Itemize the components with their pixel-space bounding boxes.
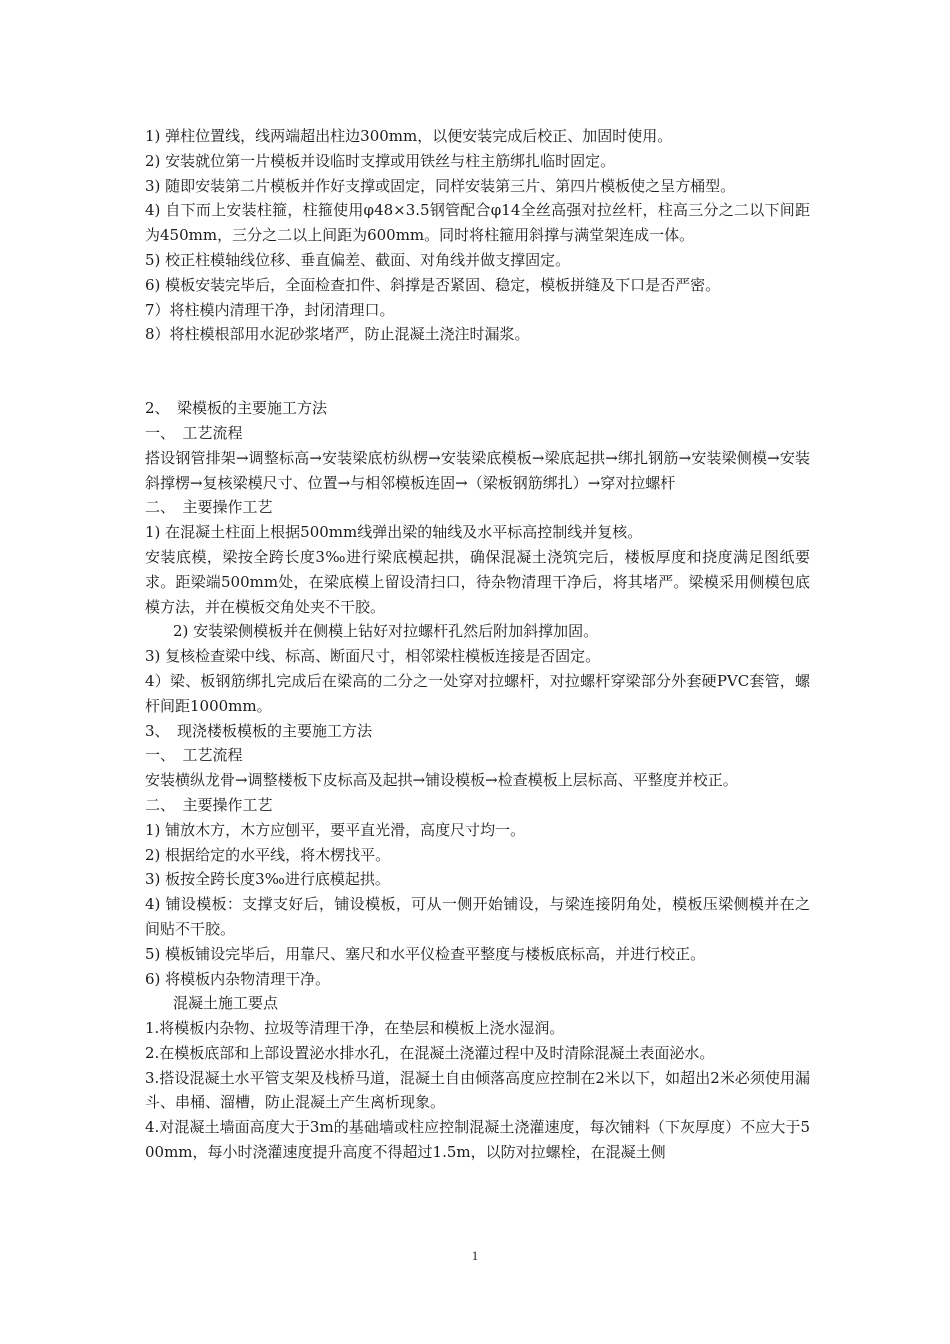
- column-step-1: 1) 弹柱位置线，线两端超出柱边300mm，以便安装完成后校正、加固时使用。: [145, 127, 673, 145]
- section-3-heading: 3、 现浇楼板模板的主要施工方法: [145, 721, 373, 740]
- column-step-3: 3) 随即安装第二片模板并作好支撑或固定，同样安装第三片、第四片模板使之呈方桶型。: [145, 176, 736, 195]
- column-step-2: 2) 安装就位第一片模板并设临时支撑或用铁丝与柱主筋绑扎临时固定。: [145, 151, 616, 170]
- slab-step-4: 4) 铺设模板：支撑支好后，铺设模板，可从一侧开始铺设，与梁连接阴角处，模板压梁侧模并在之间贴不干胶。: [145, 895, 810, 938]
- concrete-point-1: 1.将模板内杂物、拉圾等清理干净，在垫层和模板上浇水湿润。: [145, 1019, 565, 1038]
- column-step-6: 6) 模板安装完毕后，全面检查扣件、斜撑是否紧固、稳定，模板拼缝及下口是否严密。: [145, 275, 721, 294]
- beam-step-1: 1) 在混凝土柱面上根据500mm线弹出梁的轴线及水平标高控制线并复核。: [145, 523, 643, 542]
- slab-step-1: 1) 铺放木方，木方应刨平，要平直光滑，高度尺寸均一。: [145, 820, 526, 839]
- page-number: 1: [471, 1248, 479, 1263]
- section-3-sub2: 二、 主要操作工艺: [145, 795, 273, 814]
- slab-step-2: 2) 根据给定的水平线，将木楞找平。: [145, 845, 391, 864]
- section-3-flow: 安装横纵龙骨→调整楼板下皮标高及起拱→铺设模板→检查模板上层标高、平整度并校正。: [145, 771, 738, 790]
- section-2-flow: 搭设钢管排架→调整标高→安装梁底枋纵楞→安装梁底模板→梁底起拱→绑扎钢筋→安装梁侧模→安装斜撑楞→复核梁模尺寸、位置→与相邻模板连固→（梁板钢筋绑扎）→穿对拉螺杆: [145, 448, 810, 492]
- concrete-point-3: 3.搭设混凝土水平管支架及栈桥马道，混凝土自由倾落高度应控制在2米以下，如超出2米必须使用漏斗、串桶、溜槽，防止混凝土产生离析现象。: [145, 1068, 810, 1112]
- column-step-7: 7）将柱模内清理干净，封闭清理口。: [145, 300, 395, 319]
- column-step-5: 5) 校正柱模轴线位移、垂直偏差、截面、对角线并做支撑固定。: [145, 250, 571, 269]
- beam-step-bottom-mold: 安装底模，梁按全跨长度3‰进行梁底模起拱，确保混凝土浇筑完后，楼板厚度和挠度满足图纸要求。距梁端500mm处，在梁底模上留设清扫口，待杂物清理干净后，将其堵严。梁模采用侧模包底模方法，并在模板交角处夹不干胶。: [145, 547, 810, 616]
- slab-step-6: 6) 将模板内杂物清理干净。: [145, 969, 331, 988]
- section-2-sub2: 二、 主要操作工艺: [145, 498, 273, 517]
- section-3-sub1: 一、 工艺流程: [145, 746, 243, 765]
- column-step-4: 4) 自下而上安装柱箍，柱箍使用φ48×3.5钢管配合φ14全丝高强对拉丝杆，柱高三分之二以下间距为450mm，三分之二以上间距为600mm。同时将柱箍用斜撑与满堂架连成一体。: [145, 201, 810, 245]
- slab-step-5: 5) 模板铺设完毕后，用靠尺、塞尺和水平仪检查平整度与楼板底标高，并进行校正。: [145, 944, 706, 963]
- beam-step-3: 3) 复核检查梁中线、标高、断面尺寸，相邻梁柱模板连接是否固定。: [145, 647, 601, 666]
- slab-step-3: 3) 板按全跨长度3‰进行底模起拱。: [145, 870, 390, 889]
- section-2-heading: 2、 梁模板的主要施工方法: [145, 399, 328, 418]
- document-body: [145, 124, 810, 1165]
- beam-step-2: 2) 安装梁侧模板并在侧模上钻好对拉螺杆孔然后附加斜撑加固。: [173, 622, 599, 641]
- beam-step-4: 4）梁、板钢筋绑扎完成后在梁高的二分之一处穿对拉螺杆，对拉螺杆穿梁部分外套硬PVC套管，螺杆间距1000mm。: [145, 671, 810, 715]
- concrete-heading: 混凝土施工要点: [173, 994, 279, 1013]
- spacer: [145, 347, 810, 396]
- concrete-point-4: 4.对混凝土墙面高度大于3m的基础墙或柱应控制混凝土浇灌速度，每次铺料（下灰厚度）不应大于500mm，每小时浇灌速度提升高度不得超过1.5m，以防对拉螺栓，在混凝土侧: [145, 1118, 810, 1162]
- section-2-sub1: 一、 工艺流程: [145, 423, 243, 442]
- concrete-point-2: 2.在模板底部和上部设置泌水排水孔，在混凝土浇灌过程中及时清除混凝土表面泌水。: [145, 1043, 715, 1062]
- column-step-8: 8）将柱模根部用水泥砂浆堵严，防止混凝土浇注时漏浆。: [145, 325, 530, 344]
